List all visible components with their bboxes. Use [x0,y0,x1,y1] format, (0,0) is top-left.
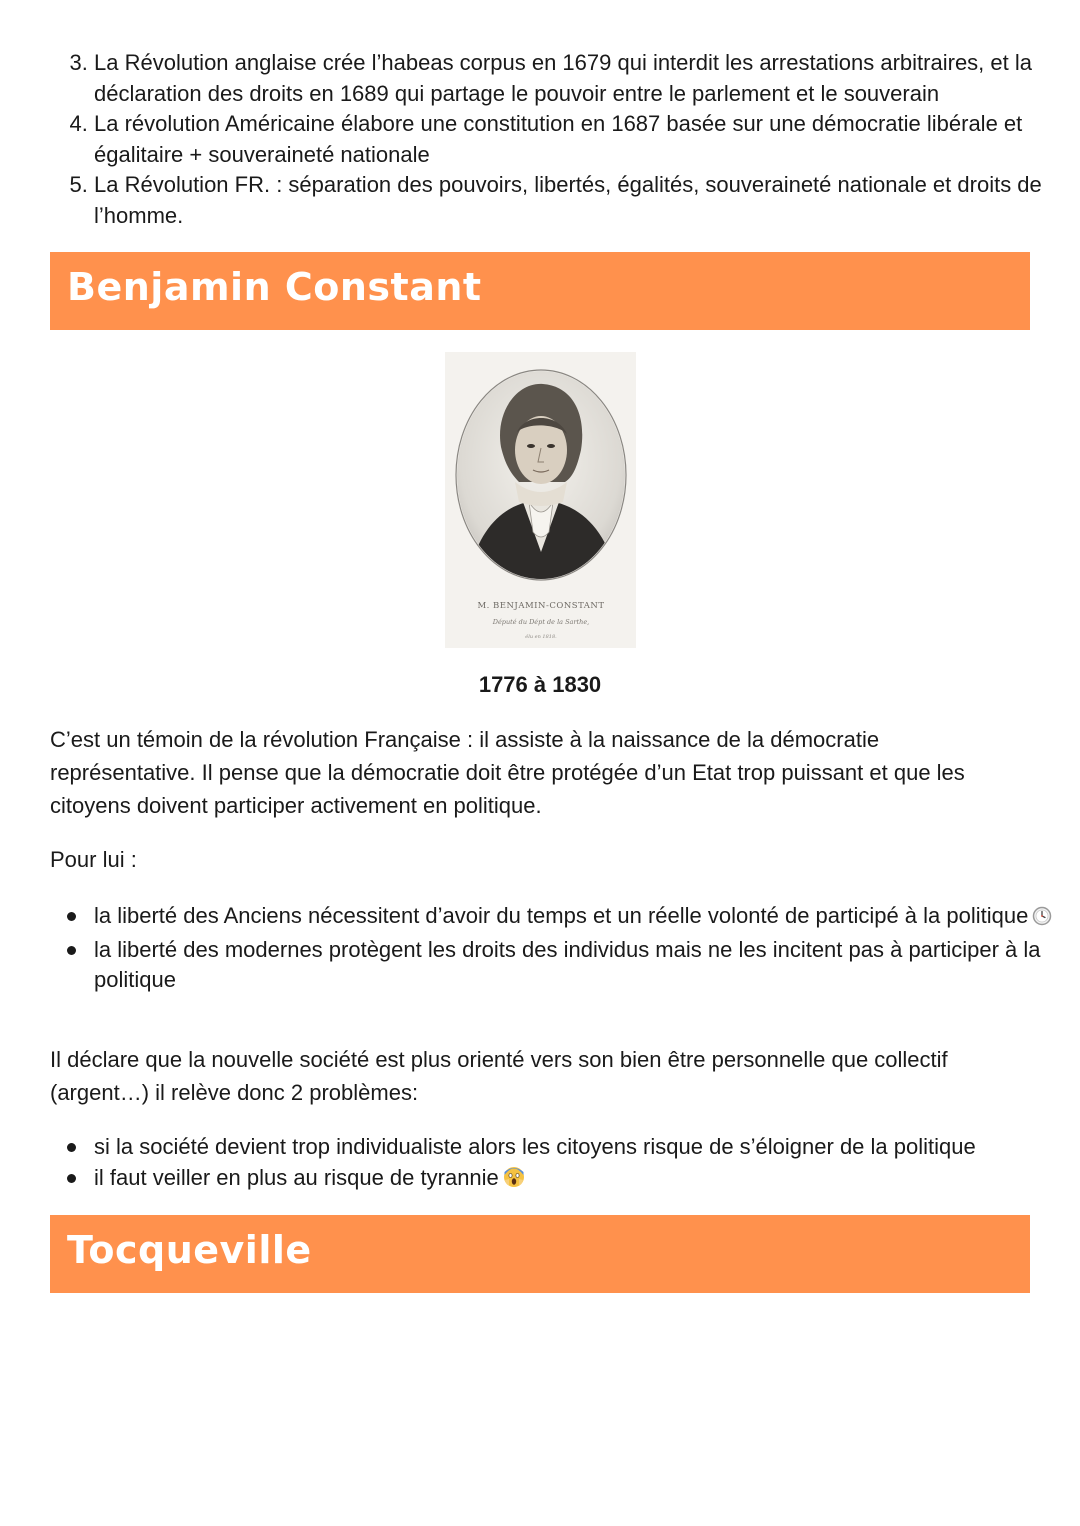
revolutions-list [50,48,1080,231]
portrait-caption-name: M. BENJAMIN-CONSTANT [477,601,605,611]
liberty-bullets [50,901,1080,996]
paragraph-intro: C’est un témoin de la révolution Française : il assiste à la naissance de la démocratie représentative. Il pense que la démocratie doit être protégée d’un Etat trop puissant et que les citoyens doivent participer activement en politique. [50,727,965,818]
portrait-caption-date: élu en 1818. [525,634,557,640]
section-title: Benjamin Constant [67,265,482,309]
pour-lui-label: Pour lui : [50,847,137,872]
portrait-image [445,352,636,648]
section-banner-tocqueville [50,1215,1030,1293]
paragraph-society: Il déclare que la nouvelle société est plus orienté vers son bien être personnelle que collectif (argent…) il relève donc 2 problèmes: [50,1047,948,1105]
list-item: 3. La Révolution anglaise crée l’habeas corpus en 1679 qui interdit les arrestations arbitraires, et la déclaration des droits en 1689 qui partage le pouvoir entre le parlement et le souverain [94,48,1080,109]
section-banner-constant [50,252,1030,330]
list-item: la liberté des modernes protègent les droits des individus mais ne les incitent pas à participer à la politique [94,935,1080,996]
list-item: si la société devient trop individualiste alors les citoyens risque de s’éloigner de la politique [94,1132,1080,1163]
portrait-caption-title: Député du Dépt de la Sarthe, [492,618,590,626]
clock-icon [1032,904,1052,935]
section-title: Tocqueville [67,1228,312,1272]
problems-bullets [50,1132,1080,1196]
life-dates: 1776 à 1830 [478,672,602,697]
bullet-text: la liberté des Anciens nécessitent d’avoir du temps et un réelle volonté de participé à la politique [94,903,1029,928]
portrait-engraving [445,352,636,648]
list-item [94,901,1080,935]
list-item: 5. La Révolution FR. : séparation des pouvoirs, libertés, égalités, souveraineté nationale et droits de l’homme. [94,170,1080,231]
list-item [94,1163,1080,1197]
screaming-face-icon [503,1166,525,1197]
list-item: 4. La révolution Américaine élabore une constitution en 1687 basée sur une démocratie libérale et égalitaire + souveraineté nationale [94,109,1080,170]
bullet-text: il faut veiller en plus au risque de tyrannie [94,1164,499,1190]
